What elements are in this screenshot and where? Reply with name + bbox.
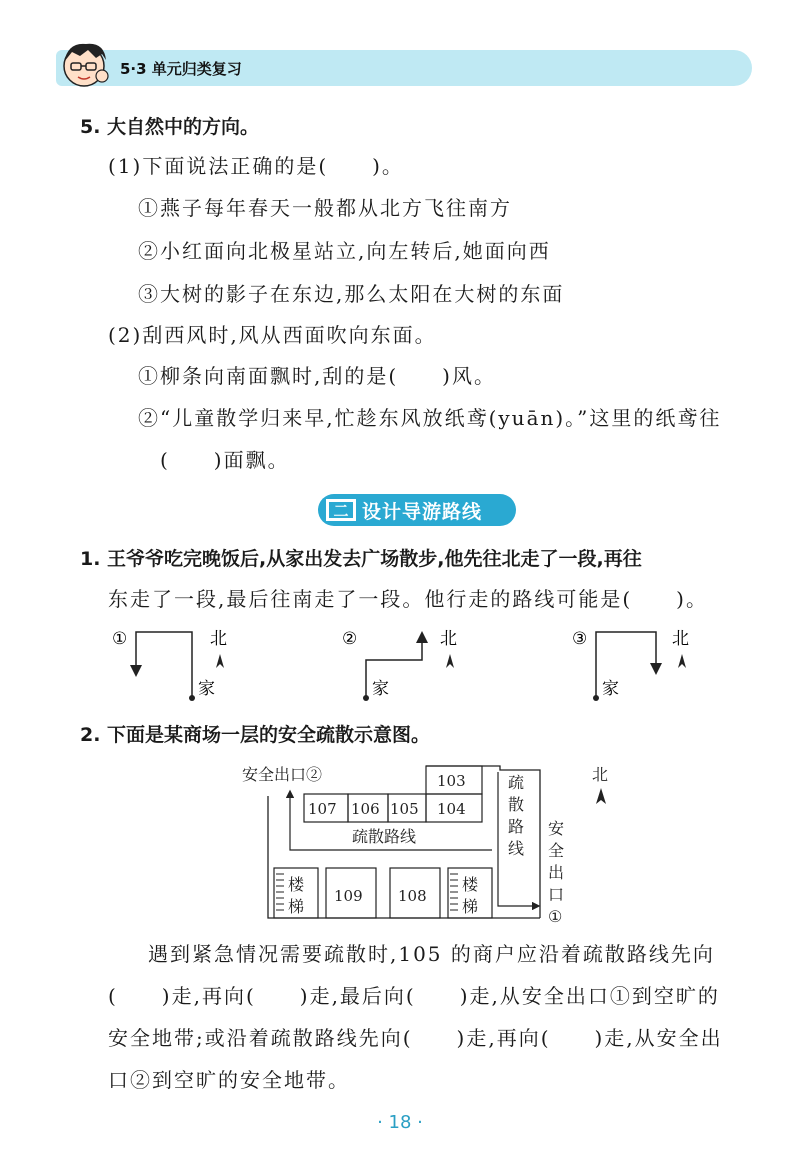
mascot-icon (58, 38, 114, 90)
map-north-label: 北 (592, 765, 609, 784)
exit-1-char-4: 口 (548, 885, 565, 904)
room-104: 104 (437, 800, 466, 818)
route-option-3 (572, 628, 692, 708)
room-106: 106 (351, 800, 380, 818)
route-1-number: ① (112, 629, 128, 649)
q5-sub-2b: ( )面飘。 (160, 448, 290, 472)
section-title: 设计导游路线 (362, 501, 483, 523)
q2-title: 2. 下面是某商场一层的安全疏散示意图。 (80, 724, 431, 746)
route-option-1 (112, 628, 232, 708)
stairs-left-2: 梯 (288, 897, 305, 916)
q1-line2: 东走了一段,最后往南走了一段。他行走的路线可能是( )。 (108, 587, 708, 611)
route-label: 疏散路线 (352, 827, 417, 846)
exit-2-label: 安全出口② (242, 765, 323, 784)
q5-sub-1: ①柳条向南面飘时,刮的是( )风。 (138, 364, 496, 388)
q2-text4: 口②到空旷的安全地带。 (108, 1068, 350, 1092)
route-vertical-4: 线 (508, 839, 525, 858)
route-vertical-3: 路 (508, 817, 525, 836)
q5-title: 5. 大自然中的方向。 (80, 116, 260, 138)
route-2-number: ② (342, 629, 358, 649)
route-vertical-2: 散 (508, 795, 525, 814)
exit-1-char-5: ① (548, 907, 563, 926)
q5-part1: (1)下面说法正确的是( )。 (108, 154, 404, 178)
exit-1-char-1: 安 (548, 819, 565, 838)
q5-option-3: ③大树的影子在东边,那么太阳在大树的东面 (138, 282, 565, 306)
stairs-left-1: 楼 (288, 875, 305, 894)
route-3-number: ③ (572, 629, 588, 649)
stairs-right-1: 楼 (462, 875, 479, 894)
section-number: 二 (333, 502, 349, 520)
q2-text3: 安全地带;或沿着疏散路线先向( )走,再向( )走,从安全出 (108, 1026, 723, 1050)
room-105: 105 (390, 800, 419, 818)
route-1-north-arrow (216, 654, 224, 668)
route-1-home: 家 (198, 679, 215, 699)
exit-1-char-2: 全 (548, 841, 565, 860)
route-vertical-1: 疏 (508, 773, 525, 792)
route-option-2 (342, 628, 462, 708)
q2-text2: ( )走,再向( )走,最后向( )走,从安全出口①到空旷的 (108, 984, 720, 1008)
exit-1-char-3: 出 (548, 863, 565, 882)
route-2-north: 北 (440, 629, 457, 649)
q5-part2: (2)刮西风时,风从西面吹向东面。 (108, 323, 437, 347)
q1-line1: 1. 王爷爷吃完晚饭后,从家出发去广场散步,他先往北走了一段,再往 (80, 548, 642, 570)
route-3-north: 北 (672, 629, 689, 649)
room-107: 107 (308, 800, 337, 818)
route-2-north-arrow (446, 654, 454, 668)
route-3-home: 家 (602, 679, 619, 699)
route-1-north: 北 (210, 629, 227, 649)
room-109: 109 (334, 887, 363, 905)
room-108: 108 (398, 887, 427, 905)
room-103: 103 (437, 772, 466, 790)
header-title: 5·3 单元归类复习 (120, 60, 242, 78)
q2-text1: 遇到紧急情况需要疏散时,105 的商户应沿着疏散路线先向 (148, 942, 715, 966)
route-2-home: 家 (372, 679, 389, 699)
q5-option-2: ②小红面向北极星站立,向左转后,她面向西 (138, 239, 551, 263)
q5-sub-2a: ②“儿童散学归来早,忙趁东风放纸鸢(yuān)。”这里的纸鸢往 (138, 406, 722, 430)
evacuation-map (230, 758, 650, 928)
stairs-right-2: 梯 (462, 897, 479, 916)
route-3-north-arrow (678, 654, 686, 668)
map-north-arrow (596, 788, 606, 804)
q5-option-1: ①燕子每年春天一般都从北方飞往南方 (138, 196, 512, 220)
page-number: · 18 · (377, 1112, 423, 1133)
